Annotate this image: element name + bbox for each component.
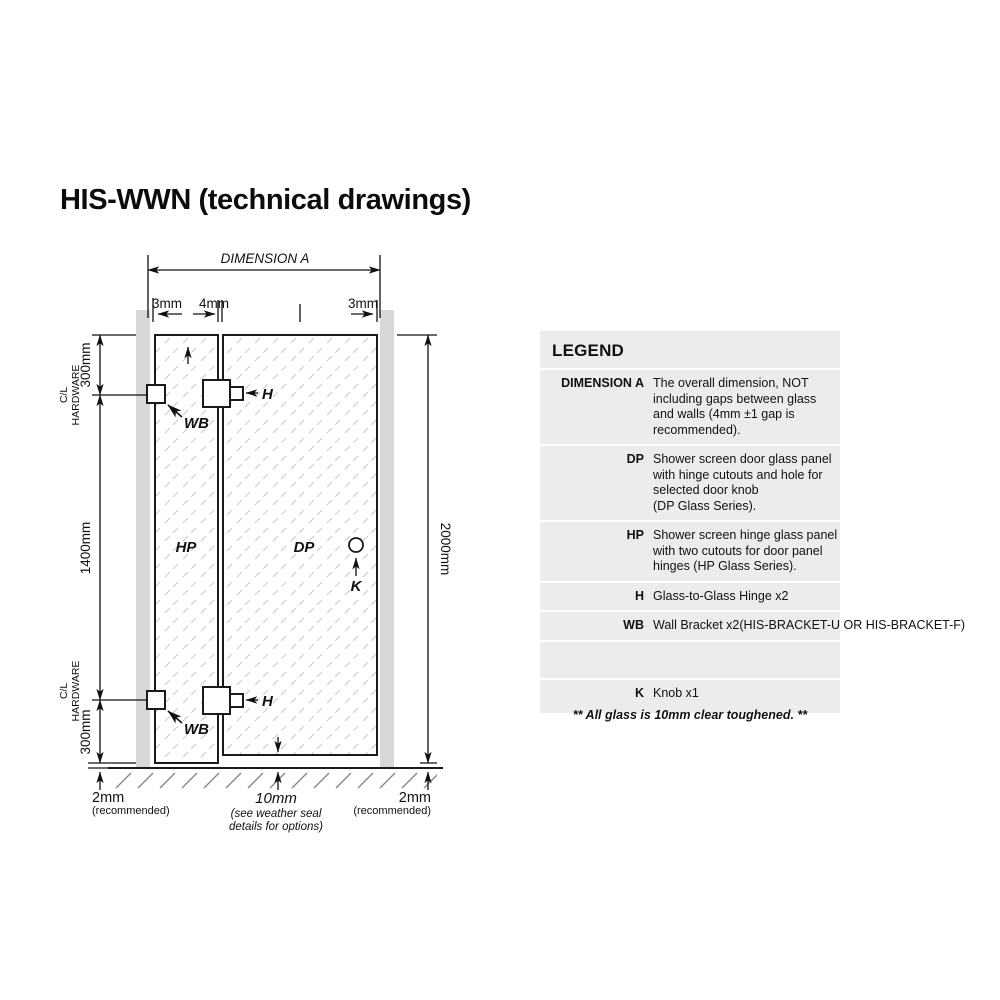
legend-footnote: ** All glass is 10mm clear toughened. ** — [572, 708, 808, 722]
legend-row-wb — [540, 612, 966, 640]
gap-bottom-right-label: 2mm — [398, 790, 431, 806]
legend-row-dimension-a — [540, 370, 840, 444]
panel-hp-label: HP — [175, 539, 197, 556]
weather-seal-note-1: (see weather seal — [230, 808, 322, 820]
dim-300-top-label: 300mm — [78, 342, 93, 388]
legend-desc: Wall Bracket x2(HIS-BRACKET-U OR HIS-BRACKET-F) — [653, 618, 966, 632]
legend-term: K — [634, 685, 644, 700]
dim-2000-label: 2000mm — [438, 522, 453, 576]
legend-term: DP — [626, 452, 644, 466]
legend-row-hp — [540, 522, 840, 581]
weather-seal-note-2: details for options) — [229, 821, 323, 833]
gap-bottom-door-label: 10mm — [255, 790, 297, 807]
cl-hardware-bottom-2: HARDWARE — [70, 660, 82, 722]
dimension-a-label: DIMENSION A — [220, 251, 310, 266]
bracket-top-label: WB — [184, 415, 209, 432]
page-title: HIS-WWN (technical drawings) — [60, 184, 471, 216]
legend-term: HP — [626, 528, 644, 542]
gap-bottom-left-label: 2mm — [92, 790, 125, 806]
legend-title: LEGEND — [552, 341, 625, 360]
legend-term: WB — [623, 618, 644, 632]
gap-mid-label: 4mm — [199, 296, 229, 311]
bracket-bottom — [147, 691, 165, 709]
hinge-top-label: H — [262, 386, 273, 403]
legend-term: H — [634, 588, 644, 603]
legend-row-h — [540, 583, 840, 611]
technical-drawing — [55, 240, 465, 840]
dim-300-bottom-label: 300mm — [78, 709, 93, 755]
cl-hardware-bottom-1: C/L — [58, 682, 70, 700]
wall-right — [380, 310, 394, 768]
cl-hardware-top-2: HARDWARE — [70, 364, 82, 426]
legend-desc: Shower screen hinge glass panel with two cutouts for door panel hinges (HP Glass Series). — [653, 528, 838, 573]
legend-panel — [540, 331, 966, 713]
dim-1400-label: 1400mm — [78, 521, 93, 575]
hinge-bottom-label: H — [262, 693, 273, 710]
legend-row-dp — [540, 446, 840, 520]
legend-desc: Glass-to-Glass Hinge x2 — [653, 588, 789, 603]
bracket-top — [147, 385, 165, 403]
legend-term: DIMENSION A — [561, 376, 644, 390]
gap-bottom-right-note: (recommended) — [353, 805, 431, 817]
panel-dp-label: DP — [293, 539, 315, 556]
right-dim-chain — [397, 335, 437, 790]
legend-desc: Knob x1 — [653, 685, 699, 700]
bracket-bottom-label: WB — [184, 721, 209, 738]
floor-hatch — [112, 769, 437, 790]
gap-left-label: 3mm — [152, 296, 182, 311]
knob-circle — [349, 538, 363, 552]
legend-desc: Shower screen door glass panel with hinge cutouts and hole for selected door knob (DP Glass Series). — [653, 452, 832, 513]
gap-bottom-left-note: (recommended) — [92, 805, 170, 817]
gap-right-label: 3mm — [348, 296, 378, 311]
knob-label: K — [350, 578, 362, 595]
cl-hardware-top-1: C/L — [58, 386, 70, 404]
legend-desc: The overall dimension, NOT including gaps between glass and walls (4mm ±1 gap is recommended). — [653, 376, 817, 437]
gap-dims — [153, 298, 377, 322]
legend-row-empty — [540, 642, 840, 678]
